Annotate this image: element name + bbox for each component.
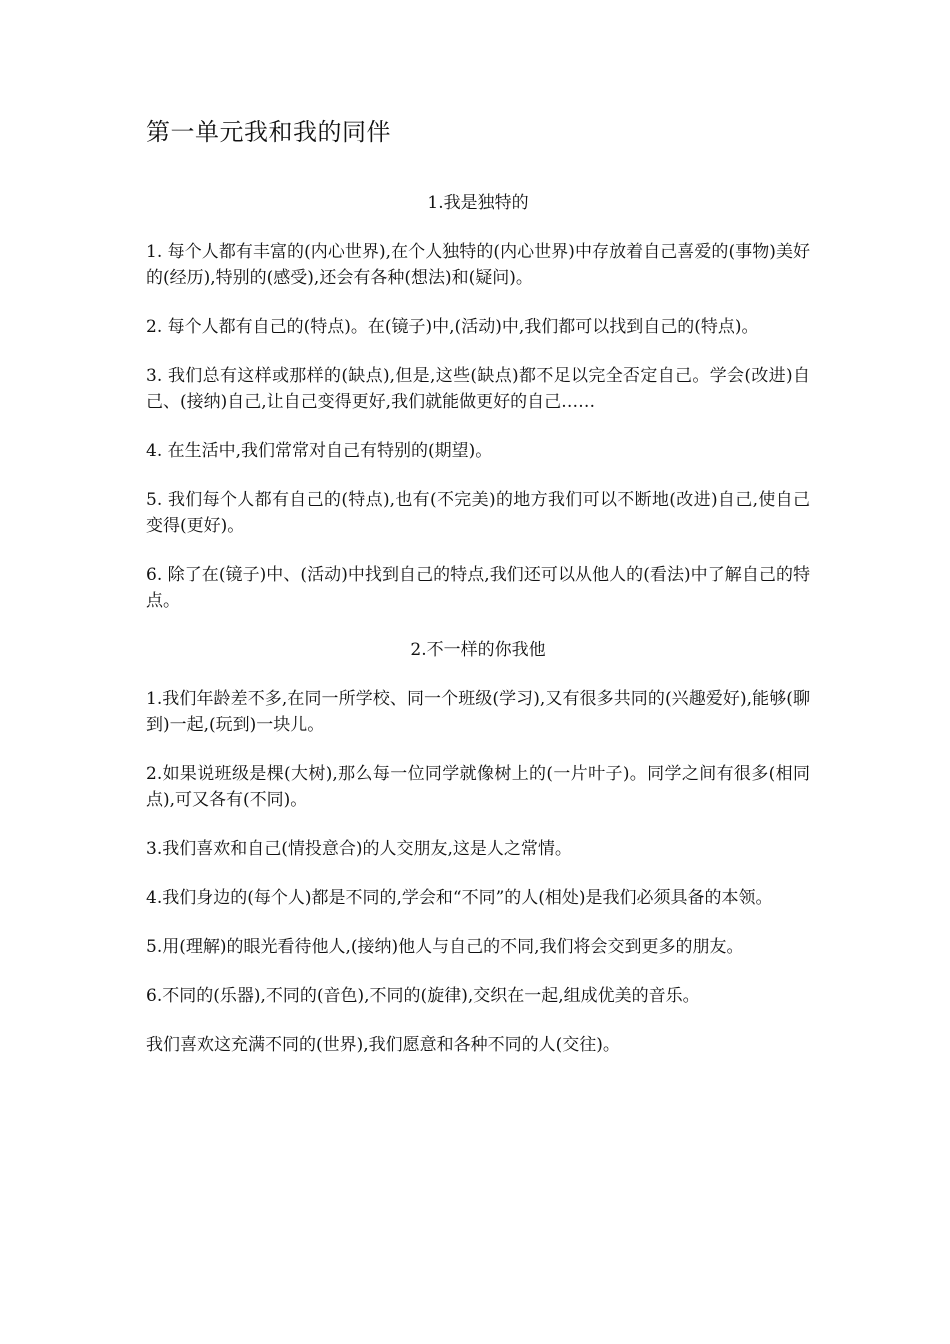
document-title: 第一单元我和我的同伴 xyxy=(146,118,391,146)
paragraph: 4.我们身边的(每个人)都是不同的,学会和“不同”的人(相处)是我们必须具备的本领。 xyxy=(146,888,773,908)
paragraph: 5. 我们每个人都有自己的(特点),也有(不完美)的地方我们可以不断地(改进)自己,使自己变得(更好)。 xyxy=(146,490,810,536)
paragraph: 2. 每个人都有自己的(特点)。在(镜子)中,(活动)中,我们都可以找到自己的(特点)。 xyxy=(146,317,759,337)
paragraph: 1.我们年龄差不多,在同一所学校、同一个班级(学习),又有很多共同的(兴趣爱好),能够(聊到)一起,(玩到)一块儿。 xyxy=(146,689,810,735)
paragraph: 5.用(理解)的眼光看待他人,(接纳)他人与自己的不同,我们将会交到更多的朋友。 xyxy=(146,937,744,957)
section-heading: 2.不一样的你我他 xyxy=(410,640,546,660)
paragraph: 6.不同的(乐器),不同的(音色),不同的(旋律),交织在一起,组成优美的音乐。 xyxy=(146,986,700,1006)
document-page xyxy=(146,114,810,1081)
paragraph: 我们喜欢这充满不同的(世界),我们愿意和各种不同的人(交往)。 xyxy=(146,1035,620,1055)
section-different-people xyxy=(146,637,810,1058)
paragraph: 3.我们喜欢和自己(情投意合)的人交朋友,这是人之常情。 xyxy=(146,839,572,859)
paragraph: 3. 我们总有这样或那样的(缺点),但是,这些(缺点)都不足以完全否定自己。学会(改进)自己、(接纳)自己,让自己变得更好,我们就能做更好的自己…… xyxy=(146,366,810,412)
section-unique-me xyxy=(146,190,810,614)
section-heading: 1.我是独特的 xyxy=(427,193,529,213)
paragraph: 6. 除了在(镜子)中、(活动)中找到自己的特点,我们还可以从他人的(看法)中了解自己的特点。 xyxy=(146,565,810,611)
paragraph: 4. 在生活中,我们常常对自己有特别的(期望)。 xyxy=(146,441,493,461)
paragraph: 2.如果说班级是棵(大树),那么每一位同学就像树上的(一片叶子)。同学之间有很多(相同点),可又各有(不同)。 xyxy=(146,764,810,810)
paragraph: 1. 每个人都有丰富的(内心世界),在个人独特的(内心世界)中存放着自己喜爱的(事物)美好的(经历),特别的(感受),还会有各种(想法)和(疑问)。 xyxy=(146,242,810,288)
